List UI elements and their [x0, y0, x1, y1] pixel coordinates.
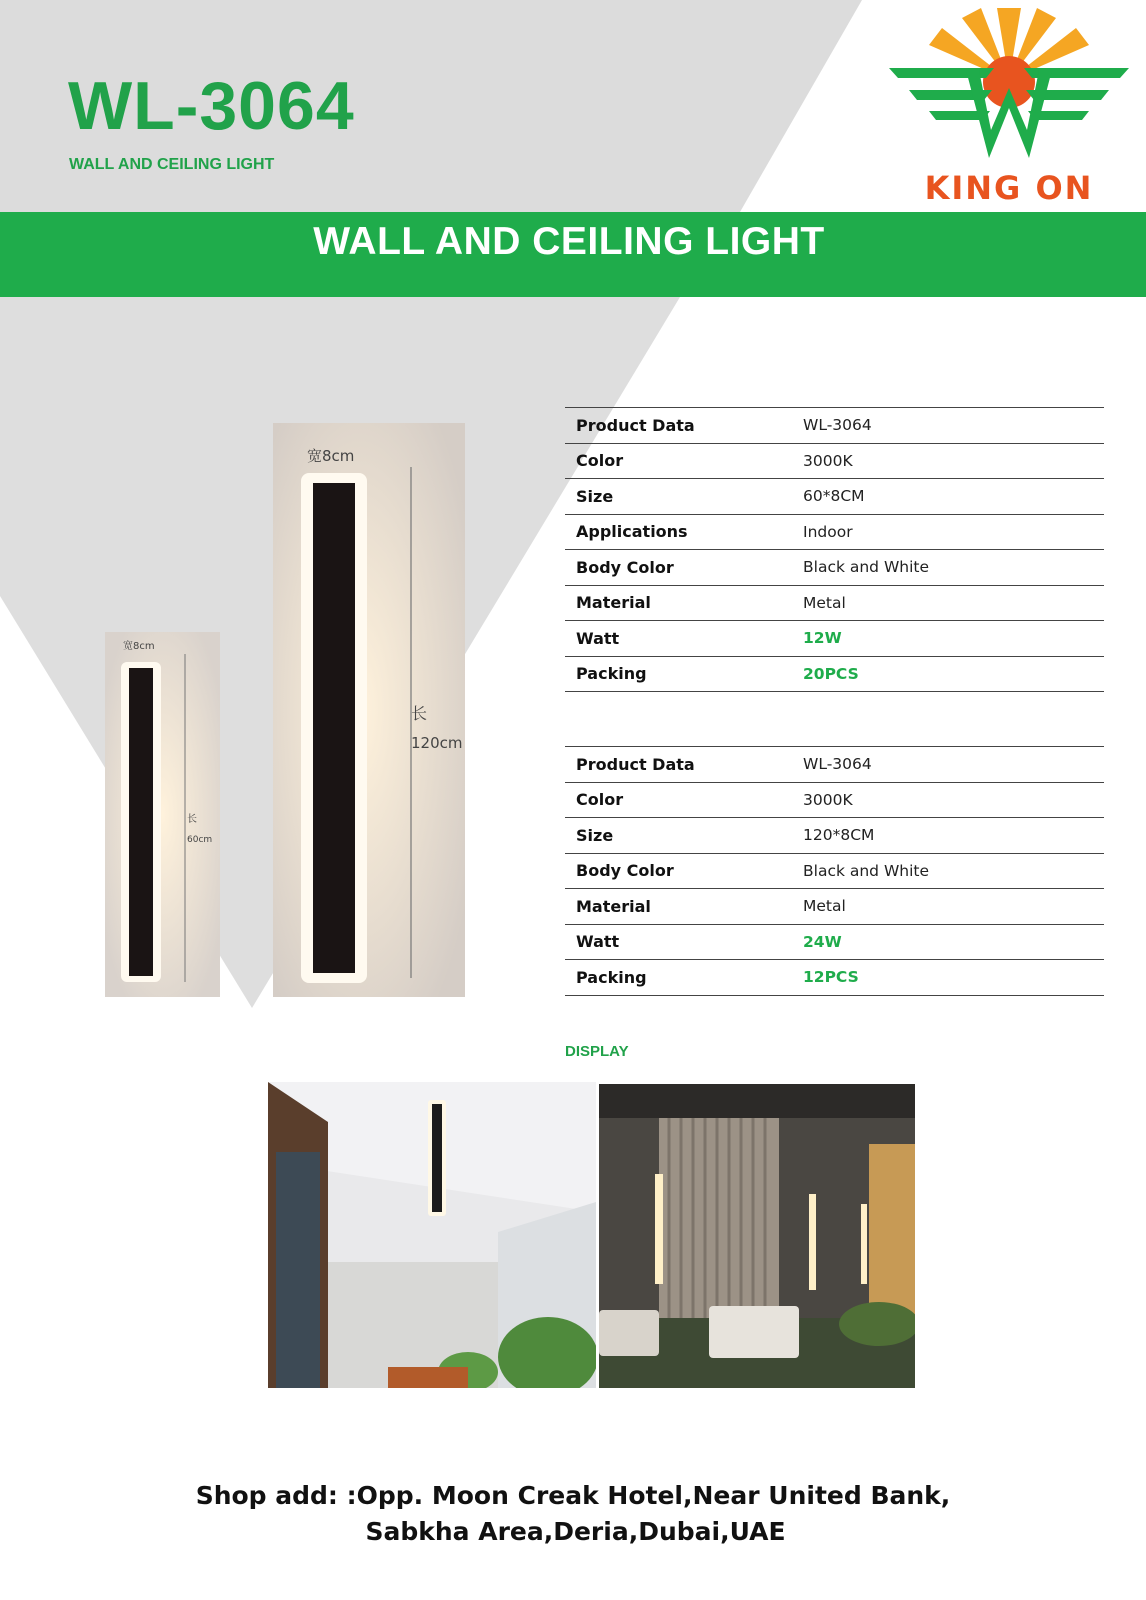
table-row: [565, 585, 1104, 621]
display-photo-ceiling: [268, 1082, 596, 1388]
spec-table-60cm: [565, 407, 1104, 692]
table-row: [565, 747, 1104, 783]
spec-value: Metal: [792, 889, 1104, 925]
spec-key: Body Color: [565, 853, 792, 889]
spec-value: 12W: [792, 621, 1104, 657]
address-line-2: Sabkha Area,Deria,Dubai,UAE: [365, 1517, 786, 1546]
table-row: [565, 514, 1104, 550]
spec-key: Packing: [565, 656, 792, 692]
length-label-large-2: 120cm: [411, 734, 463, 752]
table-row: [565, 853, 1104, 889]
spec-key: Product Data: [565, 747, 792, 783]
spec-value: Black and White: [792, 550, 1104, 586]
width-label-large: 宽8cm: [307, 447, 355, 465]
logo-text: KING ON: [924, 169, 1094, 207]
spec-key: Product Data: [565, 408, 792, 444]
spec-key: Size: [565, 818, 792, 854]
spec-key: Applications: [565, 514, 792, 550]
spec-key: Color: [565, 782, 792, 818]
table-row: [565, 782, 1104, 818]
table-row: [565, 818, 1104, 854]
spec-value: WL-3064: [792, 408, 1104, 444]
model-subtitle: WALL AND CEILING LIGHT: [69, 156, 275, 173]
table-row: [565, 443, 1104, 479]
spec-value: 20PCS: [792, 656, 1104, 692]
spec-value: 3000K: [792, 782, 1104, 818]
table-row: [565, 550, 1104, 586]
king-on-logo: [884, 0, 1134, 212]
spec-value: Metal: [792, 585, 1104, 621]
spec-value: 3000K: [792, 443, 1104, 479]
length-label-small-2: 60cm: [187, 835, 213, 845]
spec-key: Watt: [565, 924, 792, 960]
spec-key: Packing: [565, 960, 792, 996]
address-line-1: Shop add: :Opp. Moon Creak Hotel,Near United Bank,: [195, 1481, 951, 1510]
length-label-small-1: 长: [187, 814, 197, 825]
spec-value: Black and White: [792, 853, 1104, 889]
banner-title: WALL AND CEILING LIGHT: [313, 220, 825, 263]
spec-value: Indoor: [792, 514, 1104, 550]
spec-key: Size: [565, 479, 792, 515]
product-image-120cm: [273, 423, 465, 997]
spec-table-120cm: [565, 746, 1104, 996]
display-label: DISPLAY: [565, 1043, 629, 1060]
spec-key: Watt: [565, 621, 792, 657]
table-row: [565, 924, 1104, 960]
width-label-small: 宽8cm: [123, 641, 155, 652]
spec-value: 12PCS: [792, 960, 1104, 996]
spec-key: Color: [565, 443, 792, 479]
spec-value: 60*8CM: [792, 479, 1104, 515]
display-photo-exterior: [599, 1084, 915, 1388]
spec-key: Material: [565, 889, 792, 925]
spec-value: 120*8CM: [792, 818, 1104, 854]
table-row: [565, 479, 1104, 515]
spec-value: 24W: [792, 924, 1104, 960]
table-row: [565, 960, 1104, 996]
model-title: WL-3064: [68, 68, 355, 144]
table-row: [565, 889, 1104, 925]
table-row: [565, 408, 1104, 444]
spec-key: Material: [565, 585, 792, 621]
table-row: [565, 621, 1104, 657]
length-label-large-1: 长: [411, 704, 428, 723]
product-image-60cm: [105, 632, 220, 997]
shop-address: [0, 1478, 1146, 1550]
spec-key: Body Color: [565, 550, 792, 586]
spec-value: WL-3064: [792, 747, 1104, 783]
table-row: [565, 656, 1104, 692]
